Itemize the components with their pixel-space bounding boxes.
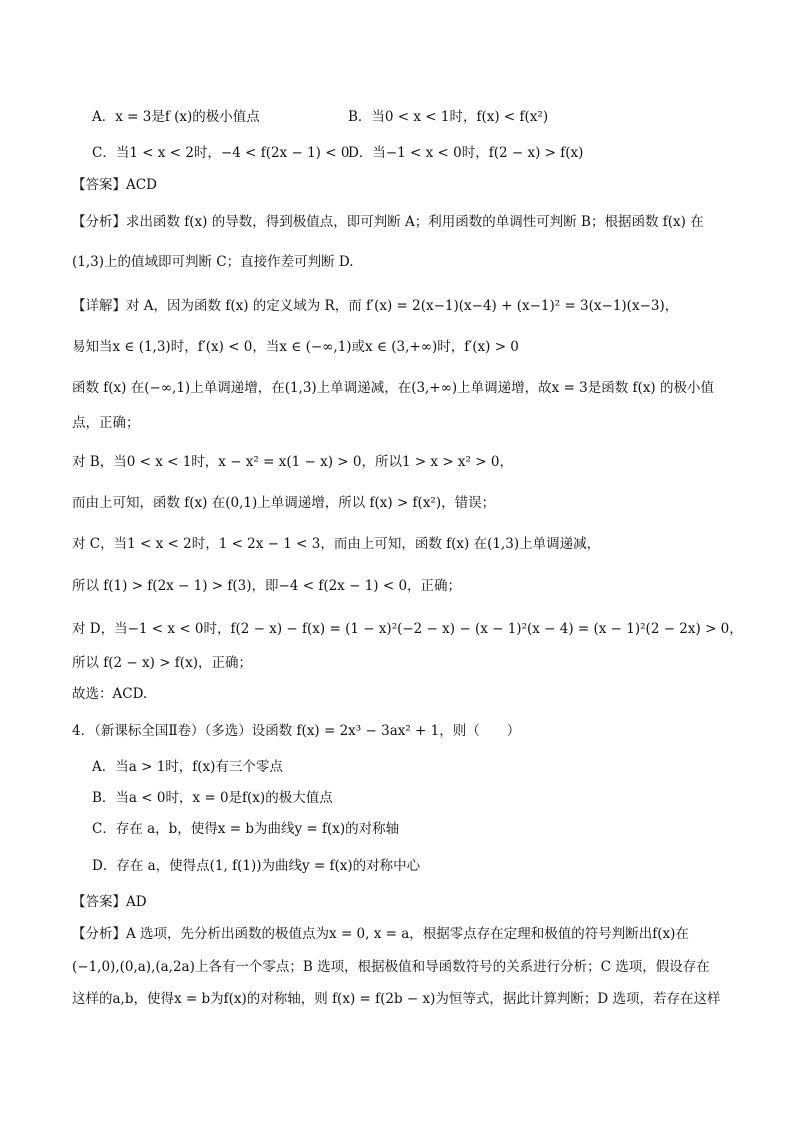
q4-analysis-line-2: (−1,0),(0,a),(a,2a)上各有一个零点；B 选项，根据极值和导函数符号的关系进行分析；C 选项，假设存在: [72, 959, 710, 975]
q3-detail-line-7: 对 C，当1 < x < 2时，1 < 2x − 1 < 3，而由上可知，函数 f(x) 在(1,3)上单调递减，: [72, 536, 601, 552]
q4-option-a: A．当a > 1时，f(x)有三个零点: [92, 759, 283, 775]
q4-analysis-line-3: 这样的a,b，使得x = b为f(x)的对称轴，则 f(x) = f(2b − x)为恒等式，据此计算判断；D 选项，若存在这样: [72, 991, 721, 1007]
q3-detail-line-10: 所以 f(2 − x) > f(x)，正确；: [72, 655, 252, 671]
q3-detail-line-5: 对 B，当0 < x < 1时，x − x² = x(1 − x) > 0，所以1 > x > x² > 0，: [72, 454, 513, 470]
q4-option-b: B．当a < 0时，x = 0是f(x)的极大值点: [92, 790, 333, 806]
q3-option-b: B．当0 < x < 1时，f(x) < f(x²): [348, 109, 549, 125]
q3-analysis-line-1: 【分析】求出函数 f(x) 的导数，得到极值点，即可判断 A；利用函数的单调性可判断 B；根据函数 f(x) 在: [72, 214, 704, 230]
q3-option-a: A．x = 3是f (x)的极小值点: [92, 109, 260, 125]
q3-detail-line-4: 点，正确；: [72, 415, 140, 431]
q3-analysis-line-2: (1,3)上的值域即可判断 C；直接作差可判断 D.: [72, 254, 354, 270]
q4-stem: 4．（新课标全国Ⅱ卷）（多选）设函数 f(x) = 2x³ − 3ax² + 1，则（ ）: [72, 723, 521, 739]
q4-answer: 【答案】AD: [72, 894, 147, 910]
q3-detail-line-9: 对 D，当−1 < x < 0时，f(2 − x) − f(x) = (1 − x)²(−2 − x) − (x − 1)²(x − 4) = (x − 1)²(2 − 2x) > 0，: [72, 621, 743, 637]
q3-option-d: D．当−1 < x < 0时，f(2 − x) > f(x): [348, 145, 584, 161]
q4-analysis-line-1: 【分析】A 选项，先分析出函数的极值点为x = 0, x = a，根据零点存在定理和极值的符号判断出f(x)在: [72, 926, 689, 942]
q4-option-c: C．存在 a，b，使得x = b为曲线y = f(x)的对称轴: [92, 821, 400, 837]
q4-option-d: D．存在 a，使得点(1, f(1))为曲线y = f(x)的对称中心: [92, 858, 421, 874]
q3-option-c: C．当1 < x < 2时，−4 < f(2x − 1) < 0: [92, 145, 350, 161]
q3-detail-line-8: 所以 f(1) > f(2x − 1) > f(3)，即−4 < f(2x − 1) < 0，正确；: [72, 578, 462, 594]
q3-answer: 【答案】ACD: [72, 177, 157, 193]
q3-detail-line-3: 函数 f(x) 在(−∞,1)上单调递增，在(1,3)上单调递减，在(3,+∞)上单调递增，故x = 3是函数 f(x) 的极小值: [72, 380, 714, 396]
q3-detail-line-2: 易知当x ∈ (1,3)时，f′(x) < 0，当x ∈ (−∞,1)或x ∈ (3,+∞)时，f′(x) > 0: [72, 339, 519, 355]
q3-detail-line-1: 【详解】对 A，因为函数 f(x) 的定义域为 R，而 f′(x) = 2(x−1)(x−4) + (x−1)² = 3(x−1)(x−3)，: [72, 298, 679, 314]
q3-detail-line-11: 故选：ACD.: [72, 686, 148, 702]
q3-detail-line-6: 而由上可知，函数 f(x) 在(0,1)上单调递增，所以 f(x) > f(x²)，错误；: [72, 495, 496, 511]
